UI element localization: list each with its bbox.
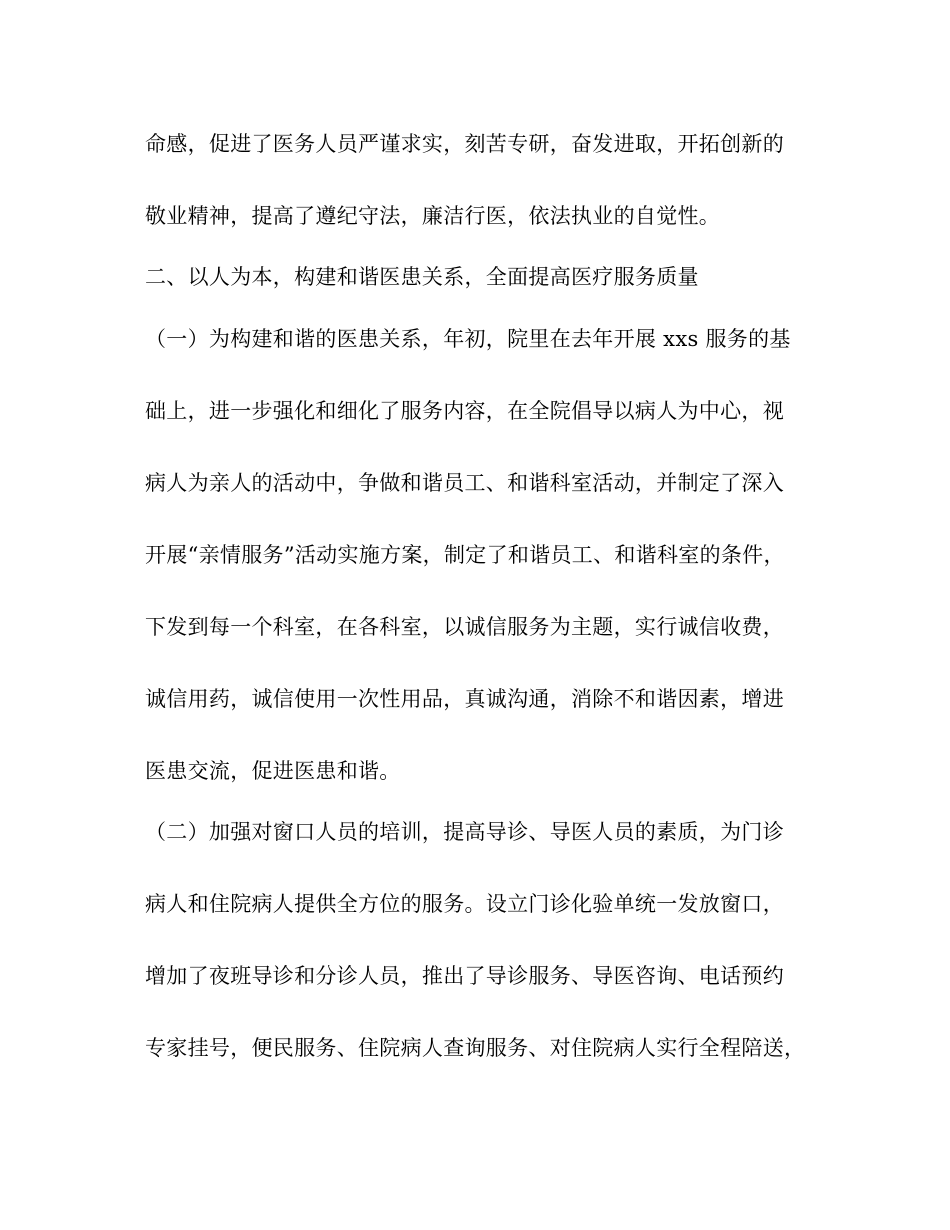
body-text-line: 医患交流，促进医患和谐。 bbox=[145, 759, 401, 783]
body-text-line: 诚信用药，诚信使用一次性用品，真诚沟通，消除不和谐因素，增进 bbox=[145, 687, 784, 711]
body-text-line: 敬业精神，提高了遵纪守法，廉洁行医，依法执业的自觉性。 bbox=[145, 204, 721, 228]
body-text-line: 增加了夜班导诊和分诊人员，推出了导诊服务、导医咨询、电话预约 bbox=[145, 964, 784, 988]
body-text-line: 病人和住院病人提供全方位的服务。设立门诊化验单统一发放窗口， bbox=[145, 892, 784, 916]
body-text-line: 下发到每一个科室，在各科室，以诚信服务为主题，实行诚信收费， bbox=[145, 615, 784, 639]
body-text-line: 命感，促进了医务人员严谨求实，刻苦专研，奋发进取，开拓创新的 bbox=[145, 132, 784, 156]
body-text-line: 开展“亲情服务”活动实施方案，制定了和谐员工、和谐科室的条件， bbox=[145, 543, 785, 567]
body-text-line: 专家挂号，便民服务、住院病人查询服务、对住院病人实行全程陪送， bbox=[145, 1036, 806, 1060]
body-text-line: （一）为构建和谐的医患关系，年初，院里在去年开展 xxs 服务的基 bbox=[145, 327, 791, 351]
body-text-line: 础上，进一步强化和细化了服务内容，在全院倡导以病人为中心，视 bbox=[145, 399, 784, 423]
body-text-line: （二）加强对窗口人员的培训，提高导诊、导医人员的素质，为门诊 bbox=[145, 820, 784, 844]
section-heading: 二、以人为本，构建和谐医患关系，全面提高医疗服务质量 bbox=[145, 265, 699, 289]
body-text-line: 病人为亲人的活动中，争做和谐员工、和谐科室活动，并制定了深入 bbox=[145, 471, 784, 495]
